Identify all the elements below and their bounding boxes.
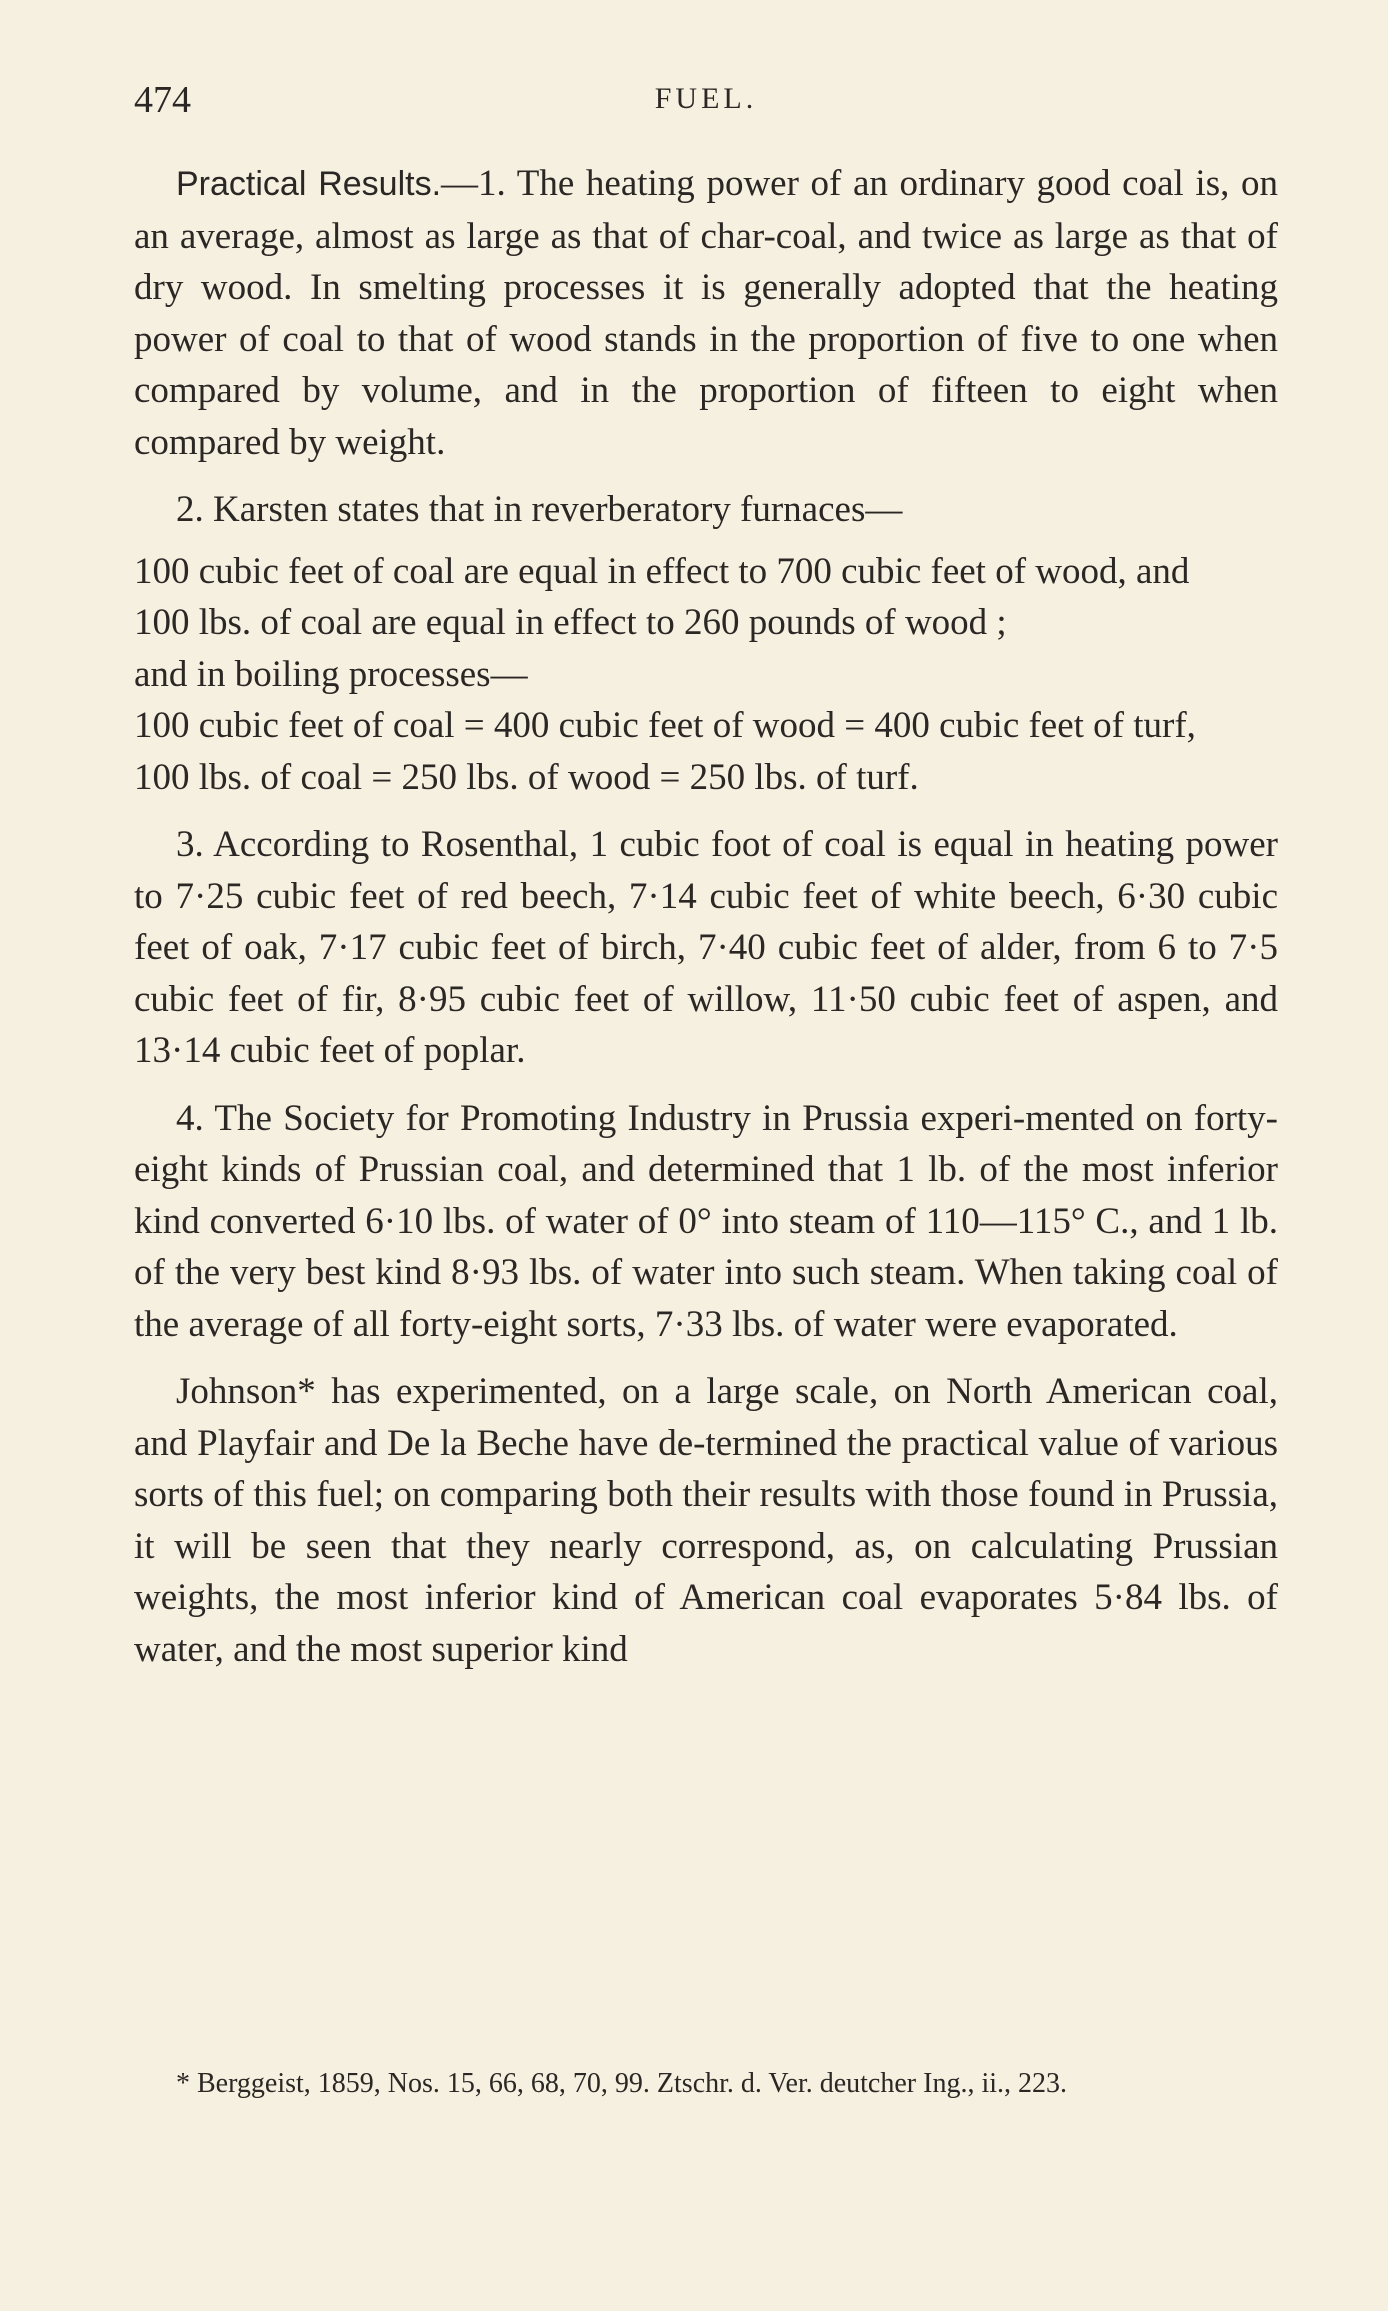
list-item: and in boiling processes— [134, 653, 528, 695]
running-title: FUEL. [654, 82, 758, 115]
running-head [134, 78, 1278, 128]
paragraph-practical-results [134, 158, 1278, 468]
paragraph-4: 4. The Society for Promoting Industry in Prussia experi-mented on forty-eight kinds of Prussian coal, and determined that 1 lb. of the most inferior kind converted 6·10 lbs. of water of 0° into steam of 110—115° C., and 1 lb. of the very best kind 8·93 lbs. of water into such steam. When taking coal of the average of all forty-eight sorts, 7·33 lbs. of water were evaporated. [134, 1097, 1278, 1345]
page-number: 474 [134, 79, 191, 121]
paragraph-1-text: —1. The heating power of an ordinary good coal is, on an average, almost as large as that of char-coal, and twice as large as that of dry wood. In smelting processes it is generally adopted that the heating power of coal to that of wood stands in the proportion of five to one when compared by volume, and in the proportion of fifteen to eight when compared by weight. [134, 163, 1278, 463]
list-item: 100 lbs. of coal are equal in effect to 260 pounds of wood ; [134, 602, 1007, 643]
section-heading: Practical Results. [176, 165, 442, 203]
body-text [134, 158, 1278, 1691]
paragraph-3: 3. According to Rosenthal, 1 cubic foot of coal is equal in heating power to 7·25 cubic feet of red beech, 7·14 cubic feet of white beech, 6·30 cubic feet of oak, 7·17 cubic feet of birch, 7·40 cubic feet of alder, from 6 to 7·5 cubic feet of fir, 8·95 cubic feet of willow, 11·50 cubic feet of aspen, and 13·14 cubic feet of poplar. [134, 824, 1278, 1071]
list-item: 100 cubic feet of coal are equal in effect to 700 cubic feet of wood, and [134, 550, 1190, 592]
footnote: * Berggeist, 1859, Nos. 15, 66, 68, 70, 99. Ztschr. d. Ver. deutcher Ing., ii., 223. [176, 2068, 1067, 2099]
equivalence-list [134, 546, 1278, 804]
list-item: 100 lbs. of coal = 250 lbs. of wood = 250 lbs. of turf. [134, 756, 919, 798]
paragraph-2-intro: 2. Karsten states that in reverberatory furnaces— [176, 489, 903, 530]
list-item: 100 cubic feet of coal = 400 cubic feet of wood = 400 cubic feet of turf, [134, 705, 1196, 746]
paragraph-5: Johnson* has experimented, on a large scale, on North American coal, and Playfair and De la Beche have de-termined the practical value of various sorts of this fuel; on comparing both their results with those found in Prussia, it will be seen that they nearly correspond, as, on calculating Prussian weights, the most inferior kind of American coal evaporates 5·84 lbs. of water, and the most superior kind [134, 1371, 1278, 1670]
footnotes [134, 2062, 1278, 2106]
